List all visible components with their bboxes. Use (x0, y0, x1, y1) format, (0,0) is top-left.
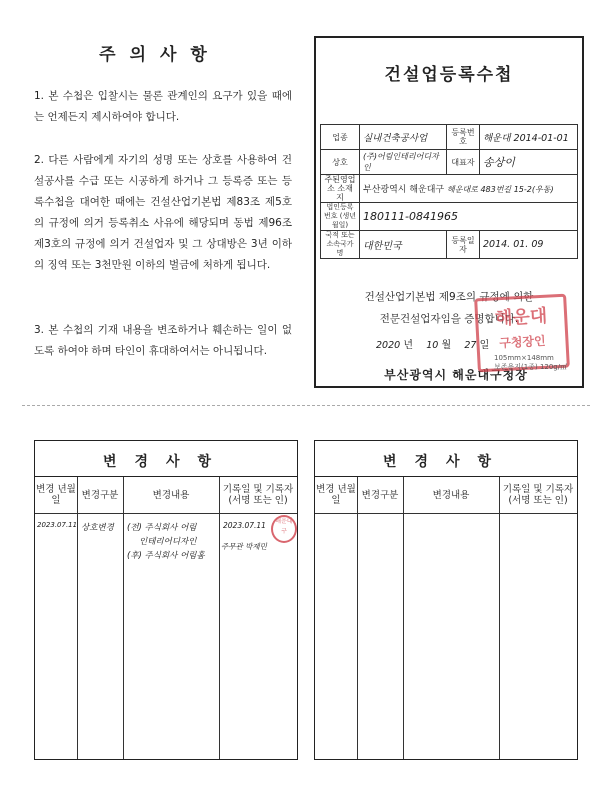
page-fold (22, 405, 590, 406)
label-nationality: 국적 또는 소속국가명 (321, 231, 360, 259)
address-printed: 부산광역시 해운대구 (363, 185, 445, 195)
header-record: 기록일 및 기록자 (서명 또는 인) (222, 484, 294, 506)
entry-content-1: (전) 주식회사 어림 (127, 523, 197, 533)
certificate-table (320, 124, 578, 259)
statement-line-2: 전문건설업자임을 증명합니다. (379, 313, 519, 325)
header-change-type: 변경구분 (361, 489, 399, 501)
paper-spec (494, 354, 567, 372)
label-corp-no: 법인등록번호 (생년월일) (321, 203, 360, 231)
header-record: 기록일 및 기록자 (서명 또는 인) (502, 484, 574, 506)
notice-title: 주의사항 (99, 45, 221, 65)
header-change-date: 변경 년월일 (36, 484, 76, 506)
entry-date: 2023.07.11 (37, 521, 78, 529)
label-representative: 대표자 (447, 150, 480, 175)
change-table-left-title: 변경사항 (35, 441, 297, 477)
entry-content-2: 인테리어디자인 (139, 537, 197, 547)
issue-month: 10 (426, 340, 439, 351)
notice-item-3: 3. 본 수첩의 기재 내용을 변조하거나 훼손하는 일이 없도록 하여야 하며 타인이 휴대하여서는 아니됩니다. (34, 324, 292, 357)
label-company: 상호 (321, 150, 360, 175)
value-address (360, 175, 578, 203)
issue-day-unit: 일 (479, 340, 490, 351)
change-table-left (34, 440, 298, 760)
value-nationality: 대한민국 (360, 231, 447, 259)
change-table-right-header (315, 477, 577, 514)
header-change-date: 변경 년월일 (316, 484, 356, 506)
issue-year: 2020 (376, 340, 401, 351)
value-corp-no: 180111-0841965 (360, 203, 578, 231)
value-reg-no: 해운대 2014-01-01 (480, 125, 578, 150)
notice-item-1: 1. 본 수첩은 입찰시는 물론 관계인의 요구가 있을 때에는 언제든지 제시하여야 합니다. (34, 90, 292, 123)
certificate-title: 건설업등록수첩 (384, 65, 514, 85)
value-representative: 송상이 (480, 150, 578, 175)
change-table-right-title: 변경사항 (315, 441, 577, 477)
value-reg-date: 2014. 01. 09 (480, 231, 578, 259)
header-change-content: 변경내용 (152, 489, 190, 501)
label-business-type: 업종 (321, 125, 360, 150)
change-table-right (314, 440, 578, 760)
change-table-left-header (35, 477, 297, 514)
header-change-type: 변경구분 (81, 489, 119, 501)
statement-line-1: 건설산업기본법 제9조의 규정에 의한 (364, 291, 534, 303)
address-handwritten: 해운대로 483번길 15-2(우동) (446, 185, 554, 194)
change-table-left-grid (35, 477, 297, 759)
seal-text: 해운대 (494, 305, 548, 330)
label-reg-no: 등록번호 (447, 125, 480, 150)
paper-spec-type: 보존용지(1종) 120g/㎡ (494, 363, 568, 371)
header-change-content: 변경내용 (432, 489, 470, 501)
entry-recorder: 주무관 박재민 (221, 542, 267, 551)
label-reg-date: 등록일자 (447, 231, 480, 259)
recorder-stamp: 해운대구 (271, 515, 297, 543)
issuer: 부산광역시 해운대구청장 (384, 368, 528, 382)
entry-record-date: 2023.07.11 (223, 521, 266, 530)
value-company: (주)어림인테리어디자인 (360, 150, 447, 175)
issue-month-unit: 월 (441, 340, 452, 351)
entry-type: 상호변경 (81, 523, 114, 533)
issue-day: 27 (464, 340, 477, 351)
label-address: 주된영업소 소재지 (321, 175, 360, 203)
seal-subtext: 구청장인 (498, 333, 546, 351)
entry-content-3: (후) 주식회사 어림홈 (127, 551, 205, 561)
change-table-right-grid (315, 477, 577, 759)
value-business-type: 실내건축공사업 (360, 125, 447, 150)
paper-spec-size: 105mm×148mm (494, 354, 554, 362)
notice-item-2: 2. 다른 사람에게 자기의 성명 또는 상호를 사용하여 건설공사를 수급 또는 시공하게 하거나 그 등록증 또는 등록수첩을 대여한 때에는 건설산업기본법 제83조 제5호의 규정에 의거 등록취소 사유에 해당되며 동법 제96조 제3호의 규정에 의거 건설업자 및 그 상대방은 3년 이하의 징역 또는 3천만원 이하의 벌금에 처하게 됩니다. (34, 154, 292, 271)
issue-year-unit: 년 (403, 340, 414, 351)
